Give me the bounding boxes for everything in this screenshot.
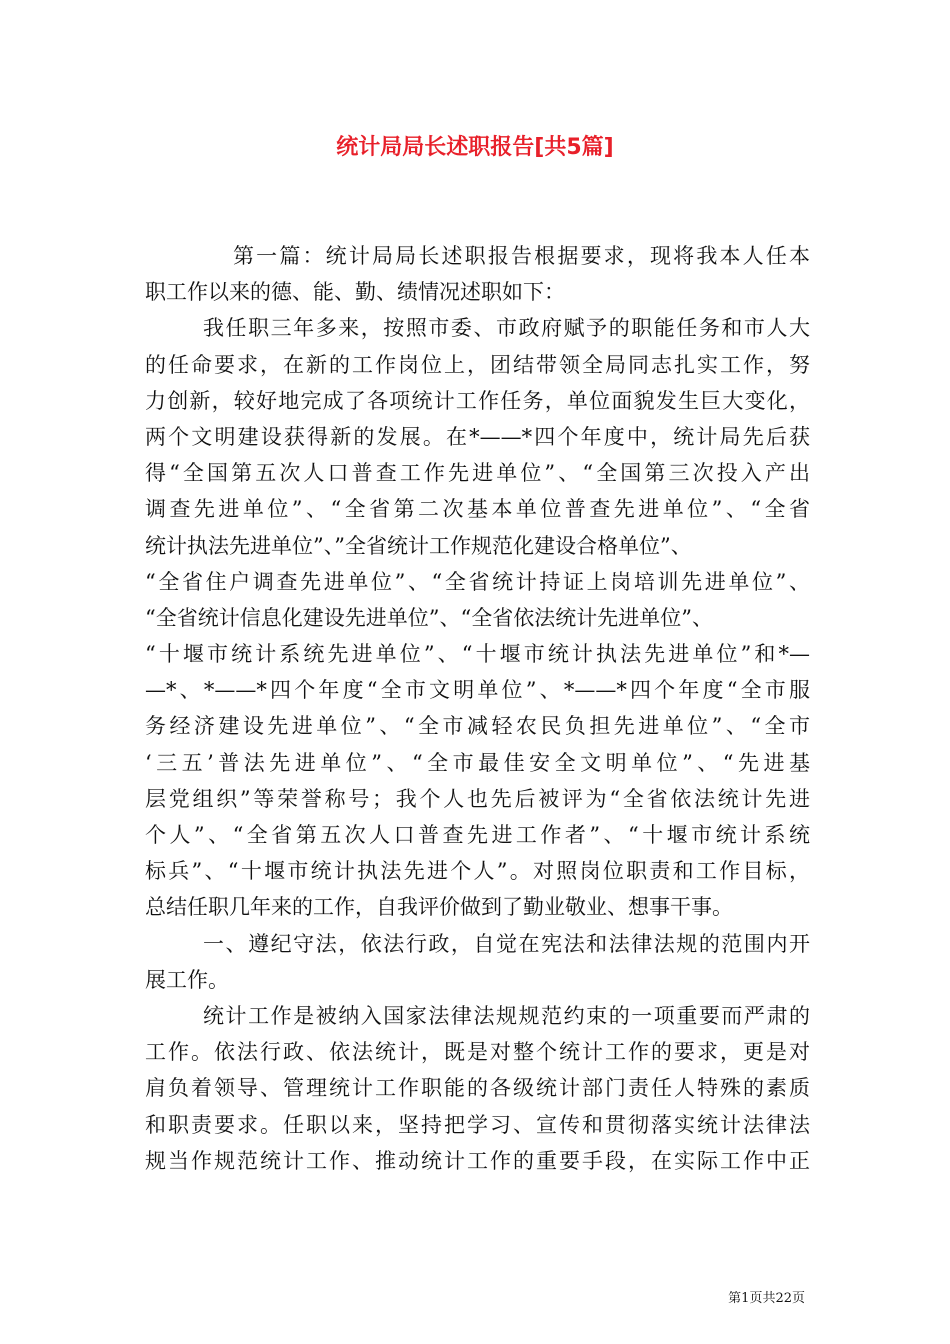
text-line: 力创新，较好地完成了各项统计工作任务，单位面貌发生巨大变化，: [145, 388, 810, 413]
text-line: 和职责要求。任职以来，坚持把学习、宣传和贯彻落实统计法律法: [145, 1112, 810, 1137]
body-text: [145, 238, 810, 1179]
text-line: 展工作。: [145, 967, 229, 992]
text-line: 个人”、“全省第五次人口普查先进工作者”、“十堰市统计系统: [145, 823, 810, 847]
text-line: 务经济建设先进单位”、“全市减轻农民负担先进单位”、“全市: [145, 714, 810, 739]
text-line: 肩负着领导、管理统计工作职能的各级统计部门责任人特殊的素质: [145, 1076, 810, 1101]
text-line: —*、*——*四个年度“全市文明单位”、*——*四个年度“全市服: [145, 678, 810, 703]
text-line: 的任命要求，在新的工作岗位上，团结带领全局同志扎实工作，努: [145, 352, 810, 377]
text-line: 统计工作是被纳入国家法律法规规范约束的一项重要而严肃的: [203, 1003, 810, 1028]
text-line: 统计执法先进单位”、”全省统计工作规范化建设合格单位”、: [145, 533, 692, 558]
text-line: 调查先进单位”、“全省第二次基本单位普查先进单位”、“全省: [145, 497, 810, 522]
text-line: 工作。依法行政、依法统计，既是对整个统计工作的要求，更是对: [145, 1040, 810, 1065]
text-line: 一、遵纪守法，依法行政，自觉在宪法和法律法规的范围内开: [203, 931, 810, 956]
text-line: 我任职三年多来，按照市委、市政府赋予的职能任务和市人大: [203, 316, 810, 341]
text-line: “十堰市统计系统先进单位”、“十堰市统计执法先进单位”和*—: [145, 642, 810, 667]
text-line: 得“全国第五次人口普查工作先进单位”、“全国第三次投入产出: [145, 461, 810, 486]
document-title: 统计局局长述职报告[共5篇]: [336, 135, 614, 160]
text-line: “全省统计信息化建设先进单位”、“全省依法统计先进单位”、: [145, 605, 713, 630]
text-line: “全省住户调查先进单位”、“全省统计持证上岗培训先进单位”、: [145, 569, 810, 594]
text-line: 标兵”、“十堰市统计执法先进个人”。对照岗位职责和工作目标，: [145, 859, 810, 884]
page-number: 第1页共22页: [728, 1291, 805, 1306]
text-line: 规当作规范统计工作、推动统计工作的重要手段，在实际工作中正: [145, 1148, 810, 1173]
text-line: ‘三五’普法先进单位”、“全市最佳安全文明单位”、“先进基: [145, 750, 810, 775]
text-line: 职工作以来的德、能、勤、绩情况述职如下：: [145, 280, 565, 305]
text-line: 总结任职几年来的工作，自我评价做到了勤业敬业、想事干事。: [145, 895, 733, 920]
text-line: 第一篇：统计局局长述职报告根据要求，现将我本人任本: [233, 244, 810, 268]
text-line: 两个文明建设获得新的发展。在*——*四个年度中，统计局先后获: [145, 424, 810, 449]
text-line: 层党组织”等荣誉称号；我个人也先后被评为“全省依法统计先进: [145, 786, 810, 811]
